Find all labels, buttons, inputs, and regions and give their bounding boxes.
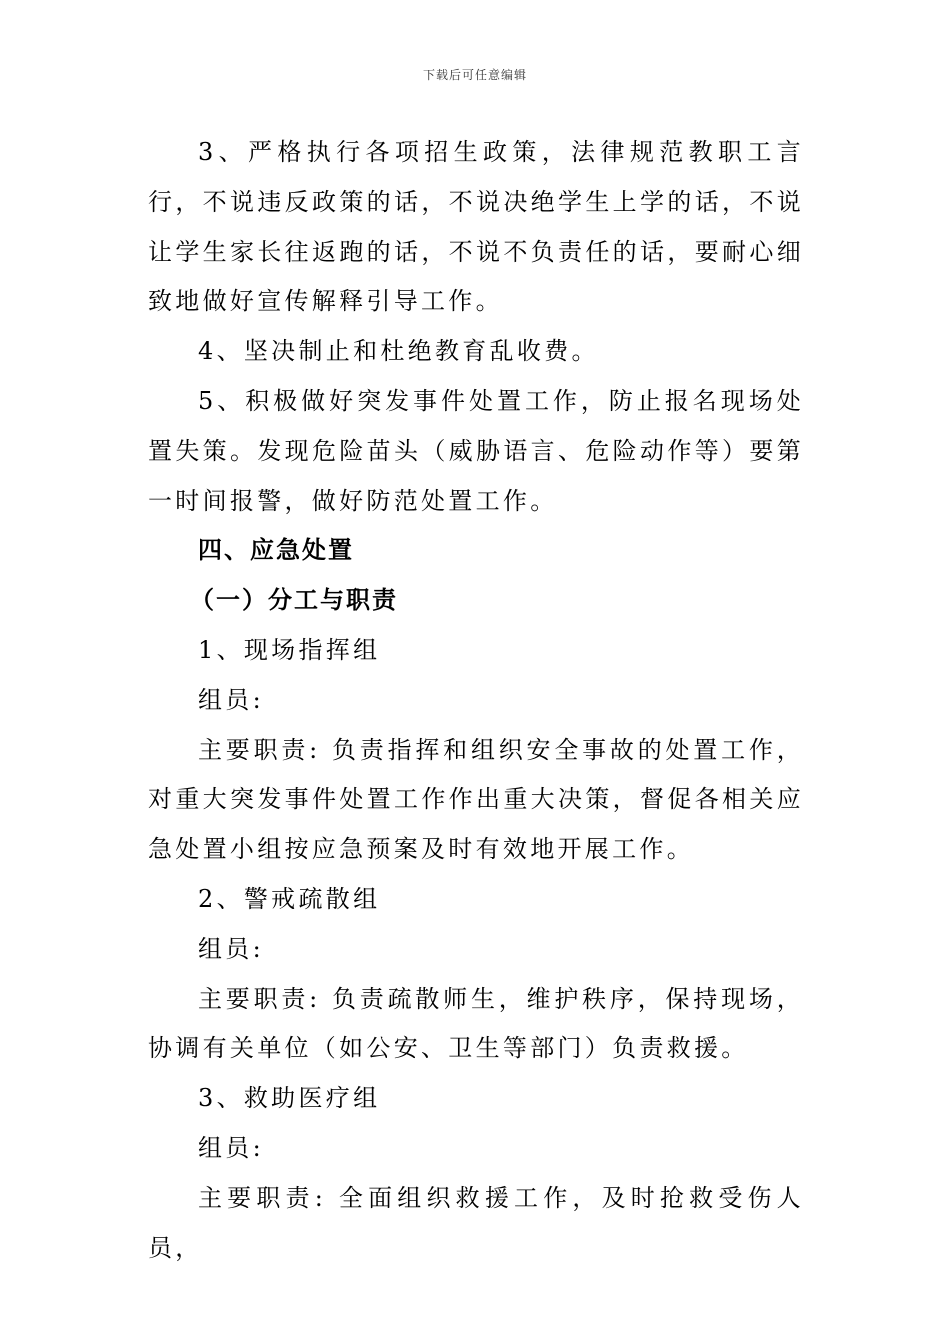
group-title-command: 1、现场指挥组 <box>198 635 381 664</box>
group-members-command: 组员: <box>198 685 264 714</box>
paragraph-item-5: 5、积极做好突发事件处置工作，防止报名现场处置失策。发现危险苗头（威胁语言、危险动作等）要第一时间报警，做好防范处置工作。 <box>148 386 804 515</box>
subsection-heading: （一）分工与职责 <box>190 586 398 615</box>
group-duty-command: 主要职责: 负责指挥和组织安全事故的处置工作，对重大突发事件处置工作作出重大决策，督促各相关应急处置小组按应急预案及时有效地开展工作。 <box>148 735 804 864</box>
group-duty-evacuation: 主要职责: 负责疏散师生，维护秩序，保持现场，协调有关单位（如公安、卫生等部门）负责救援。 <box>148 984 804 1063</box>
section-heading: 四、应急处置 <box>198 536 354 565</box>
paragraph-item-4: 4、坚决制止和杜绝教育乱收费。 <box>198 337 599 366</box>
page-header-note: 下载后可任意编辑 <box>422 68 527 82</box>
group-duty-medical: 主要职责: 全面组织救援工作，及时抢救受伤人员， <box>148 1183 804 1262</box>
paragraph-item-3: 3、严格执行各项招生政策，法律规范教职工言行，不说违反政策的话，不说决绝学生上学的话，不说让学生家长往返跑的话，不说不负责任的话，要耐心细致地做好宣传解释引导工作。 <box>148 138 804 316</box>
group-members-evacuation: 组员: <box>198 934 264 963</box>
document-body <box>148 128 804 1273</box>
group-members-medical: 组员: <box>198 1133 264 1162</box>
group-title-medical: 3、救助医疗组 <box>198 1084 381 1113</box>
group-title-evacuation: 2、警戒疏散组 <box>198 884 381 913</box>
